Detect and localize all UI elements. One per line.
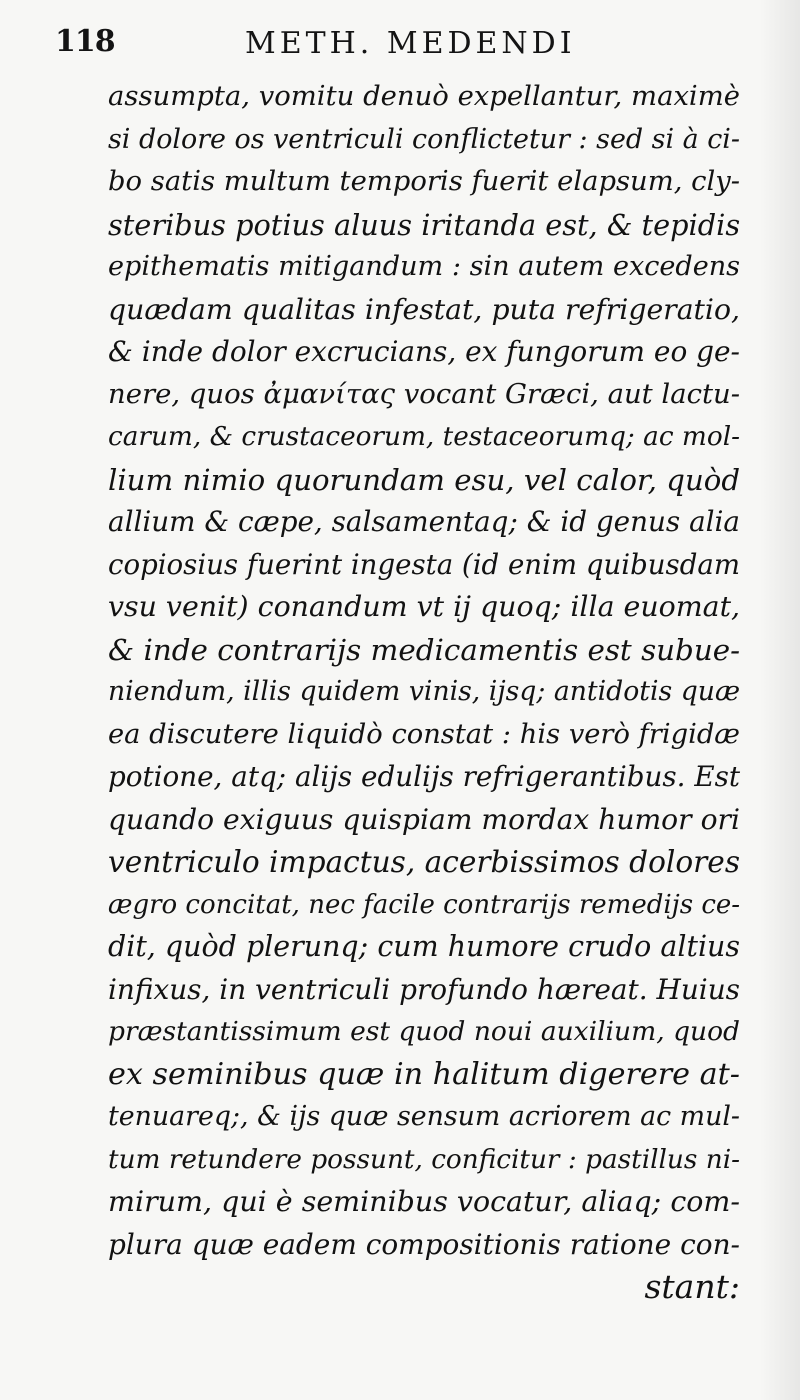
text-line: lium nimio quorundam esu, vel calor, quòd — [108, 462, 740, 497]
text-line: niendum, illis quidem vinis, ijsq; antidotis quæ — [108, 676, 740, 707]
text-line: ex seminibus quæ in halitum digerere at- — [108, 1056, 740, 1092]
text-line: bo satis multum temporis fuerit elapsum, cly- — [108, 166, 740, 197]
page-edge-shadow — [760, 0, 800, 1400]
text-line: & inde contrarijs medicamentis est subue- — [108, 632, 740, 667]
text-line: steribus potius aluus iritanda est, & tepidis — [108, 207, 741, 242]
running-title: METH. MEDENDI — [245, 26, 576, 61]
page-header — [55, 18, 775, 68]
text-line: nere, quos ἀμανίτας vocant Græci, aut lactu- — [108, 378, 740, 410]
text-line: dit, quòd plerunq; cum humore crudo altius — [108, 930, 740, 963]
text-line: ventriculo impactus, acerbissimos dolores — [108, 845, 740, 879]
text-line: ea discutere liquidò constat : his verò frigidæ — [108, 718, 740, 750]
text-line: assumpta, vomitu denuò expellantur, maximè — [108, 81, 740, 112]
text-line: ægro concitat, nec facile contrarijs remedijs ce- — [108, 889, 741, 920]
catchword-line: stant: — [644, 1267, 740, 1306]
body-text — [108, 76, 740, 1309]
text-line: potione, atq; alijs edulijs refrigerantibus. Est — [108, 760, 740, 793]
text-line: quædam qualitas infestat, puta refrigeratio, — [108, 292, 740, 326]
text-line: plura quæ eadem compositionis ratione con- — [108, 1227, 740, 1261]
text-line: epithematis mitigandum : sin autem excedens — [108, 251, 740, 282]
text-line: si dolore os ventriculi conflictetur : sed si à ci- — [108, 123, 740, 155]
text-line: tenuareq;, & ijs quæ sensum acriorem ac mul- — [108, 1101, 740, 1132]
text-line: & inde dolor excrucians, ex fungorum eo ge- — [108, 335, 740, 368]
text-line: allium & cæpe, salsamentaq; & id genus alia — [108, 505, 740, 538]
text-line: præstantissimum est quod noui auxilium, quod — [108, 1016, 740, 1047]
text-line: quando exiguus quispiam mordax humor ori — [108, 802, 740, 836]
text-line: tum retundere possunt, conficitur : pastillus ni- — [108, 1144, 740, 1175]
text-line: vsu venit) conandum vt ij quoq; illa euomat, — [108, 590, 740, 623]
text-line: carum, & crustaceorum, testaceorumq; ac mol- — [108, 422, 740, 452]
page-number: 118 — [55, 24, 115, 59]
text-line: mirum, qui è seminibus vocatur, aliaq; com- — [108, 1185, 740, 1218]
text-line: infixus, in ventriculi profundo hæreat. Huius — [108, 972, 740, 1006]
text-line: copiosius fuerint ingesta (id enim quibusdam — [108, 547, 740, 581]
